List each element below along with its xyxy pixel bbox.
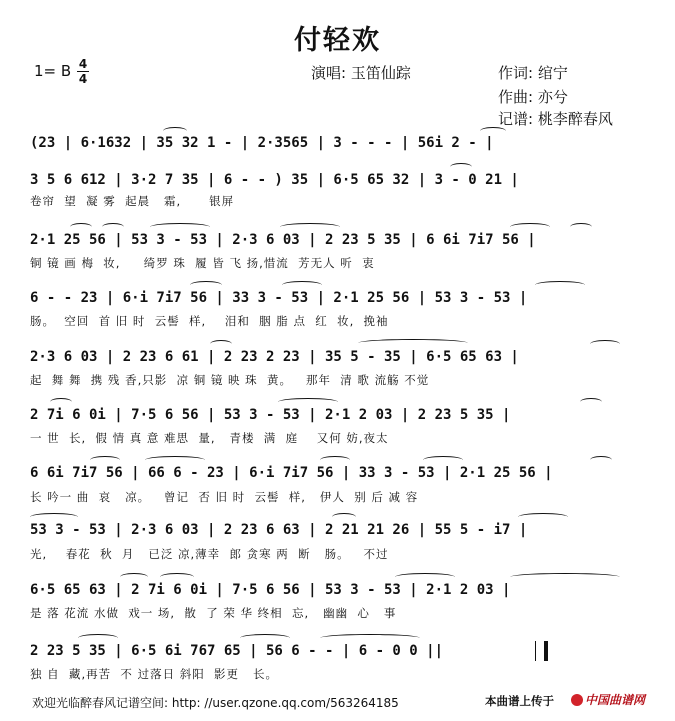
score-slur (395, 573, 455, 581)
score-slur (240, 634, 290, 642)
score-slur (150, 223, 210, 231)
score-notes-4: 6 - - 23 | 6·i 7i7 56 | 33 3 - 53 | 2·1 25 56 | 53 3 - 53 | (30, 290, 528, 306)
score-slur (320, 456, 350, 464)
score-notes-2: 3 5 6 612 | 3·2 7 35 | 6 - - ) 35 | 6·5 65 32 | 3 - 0 21 | (30, 172, 519, 188)
site-logo[interactable] (569, 691, 647, 709)
time-signature-bottom: 4 (78, 72, 88, 86)
score-slur (120, 573, 148, 581)
score-slur (145, 456, 205, 464)
score-slur (518, 513, 568, 521)
score-slur (210, 340, 232, 348)
score-slur (70, 223, 92, 231)
score-line-5 (30, 347, 648, 367)
site-logo-text: 中国曲谱网 (585, 693, 646, 707)
score-notes-10: 2 23 5 35 | 6·5 6i 767 65 | 56 6 - - | 6 - 0 0 || (30, 643, 444, 659)
lyric-line-8: 光, 春花 秋 月 已泛 凉,薄幸 郎 贪寒 两 断 肠。 不过 (30, 547, 389, 561)
time-signature (77, 58, 89, 85)
score-slur (280, 223, 340, 231)
score-notes-1: (23 | 6·1632 | 35 32 1 - | 2·3565 | 3 - - - | 56i 2 - | (30, 135, 494, 151)
singer-credit: 演唱: 玉笛仙踪 (311, 64, 411, 82)
lyric-line-6: 一 世 长, 假 情 真 意 难思 量, 青楼 满 庭 又何 妨,夜太 (30, 431, 389, 445)
footer-link-text[interactable]: 欢迎光临醉春风记谱空间: http: //user.qzone.qq.com/563264185 (32, 696, 399, 710)
score-line-10 (30, 641, 648, 661)
score-line-6 (30, 405, 648, 425)
score-slur (50, 398, 72, 406)
score-slur (278, 398, 338, 406)
score-slur (510, 223, 550, 231)
logo-mark-icon (571, 694, 583, 706)
lyric-line-5: 起 舞 舞 携 残 香,只影 凉 铜 镜 映 珠 黄。 那年 清 歌 流觞 不觉 (30, 373, 430, 387)
lyric-line-3: 铜 镜 画 梅 妆, 绮罗 珠 履 皆 飞 扬,惜流 芳无人 听 衷 (30, 256, 375, 270)
key-signature: 1= B (34, 62, 72, 80)
score-slur (282, 281, 322, 289)
score-line-2 (30, 170, 648, 190)
score-slur (480, 127, 506, 135)
score-line-7 (30, 463, 648, 483)
score-line-9 (30, 580, 648, 600)
score-line-1 (30, 133, 648, 153)
transcriber-credit: 记谱: 桃李醉春风 (498, 110, 613, 128)
score-slur (570, 223, 592, 231)
score-slur (423, 456, 463, 464)
song-title: 付轻欢 (294, 25, 381, 56)
score-slur (450, 163, 472, 171)
score-slur (160, 573, 194, 581)
lyric-line-2: 卷帘 望 凝 雾 起晨 霜, 银屏 (30, 194, 235, 208)
uploader-label: 本曲谱上传于 (485, 694, 554, 708)
score-notes-8: 53 3 - 53 | 2·3 6 03 | 2 23 6 63 | 2 21 21 26 | 55 5 - i7 | (30, 522, 528, 538)
score-slur (102, 223, 124, 231)
score-notes-6: 2 7i 6 0i | 7·5 6 56 | 53 3 - 53 | 2·1 2 03 | 2 23 5 35 | (30, 407, 511, 423)
lyric-line-9: 是 落 花流 水做 戏一 场, 散 了 荣 华 终相 忘, 幽幽 心 事 (30, 606, 397, 620)
score-slur (358, 339, 468, 347)
final-barline (535, 641, 548, 661)
lyric-line-4: 肠。 空回 首 旧 时 云髻 样, 泪和 胭 脂 点 红 妆, 挽袖 (30, 314, 389, 328)
lyric-line-7: 长 吟一 曲 哀 凉。 曾记 否 旧 时 云髻 样, 伊人 别 后 减 容 (30, 490, 419, 504)
score-slur (190, 281, 222, 289)
composer-credit: 作曲: 亦兮 (498, 88, 568, 106)
score-slur (332, 513, 356, 521)
score-line-4 (30, 288, 648, 308)
score-slur (590, 340, 620, 348)
score-slur (320, 634, 420, 642)
score-slur (78, 634, 118, 642)
score-slur (590, 456, 612, 464)
score-slur (30, 513, 78, 521)
score-notes-9: 6·5 65 63 | 2 7i 6 0i | 7·5 6 56 | 53 3 - 53 | 2·1 2 03 | (30, 582, 511, 598)
score-notes-7: 6 6i 7i7 56 | 66 6 - 23 | 6·i 7i7 56 | 33 3 - 53 | 2·1 25 56 | (30, 465, 553, 481)
score-line-3 (30, 230, 648, 250)
score-slur (90, 456, 120, 464)
score-slur (163, 127, 187, 135)
score-line-8 (30, 520, 648, 540)
lyric-line-10: 独 自 藏,再苦 不 过落日 斜阳 影更 长。 (30, 667, 279, 681)
score-notes-3: 2·1 25 56 | 53 3 - 53 | 2·3 6 03 | 2 23 5 35 | 6 6i 7i7 56 | (30, 232, 536, 248)
score-slur (510, 573, 620, 581)
time-signature-top: 4 (78, 57, 88, 71)
score-notes-5: 2·3 6 03 | 2 23 6 61 | 2 23 2 23 | 35 5 - 35 | 6·5 65 63 | (30, 349, 519, 365)
score-slur (535, 281, 585, 289)
lyricist-credit: 作词: 绾宁 (498, 64, 568, 82)
score-slur (580, 398, 602, 406)
